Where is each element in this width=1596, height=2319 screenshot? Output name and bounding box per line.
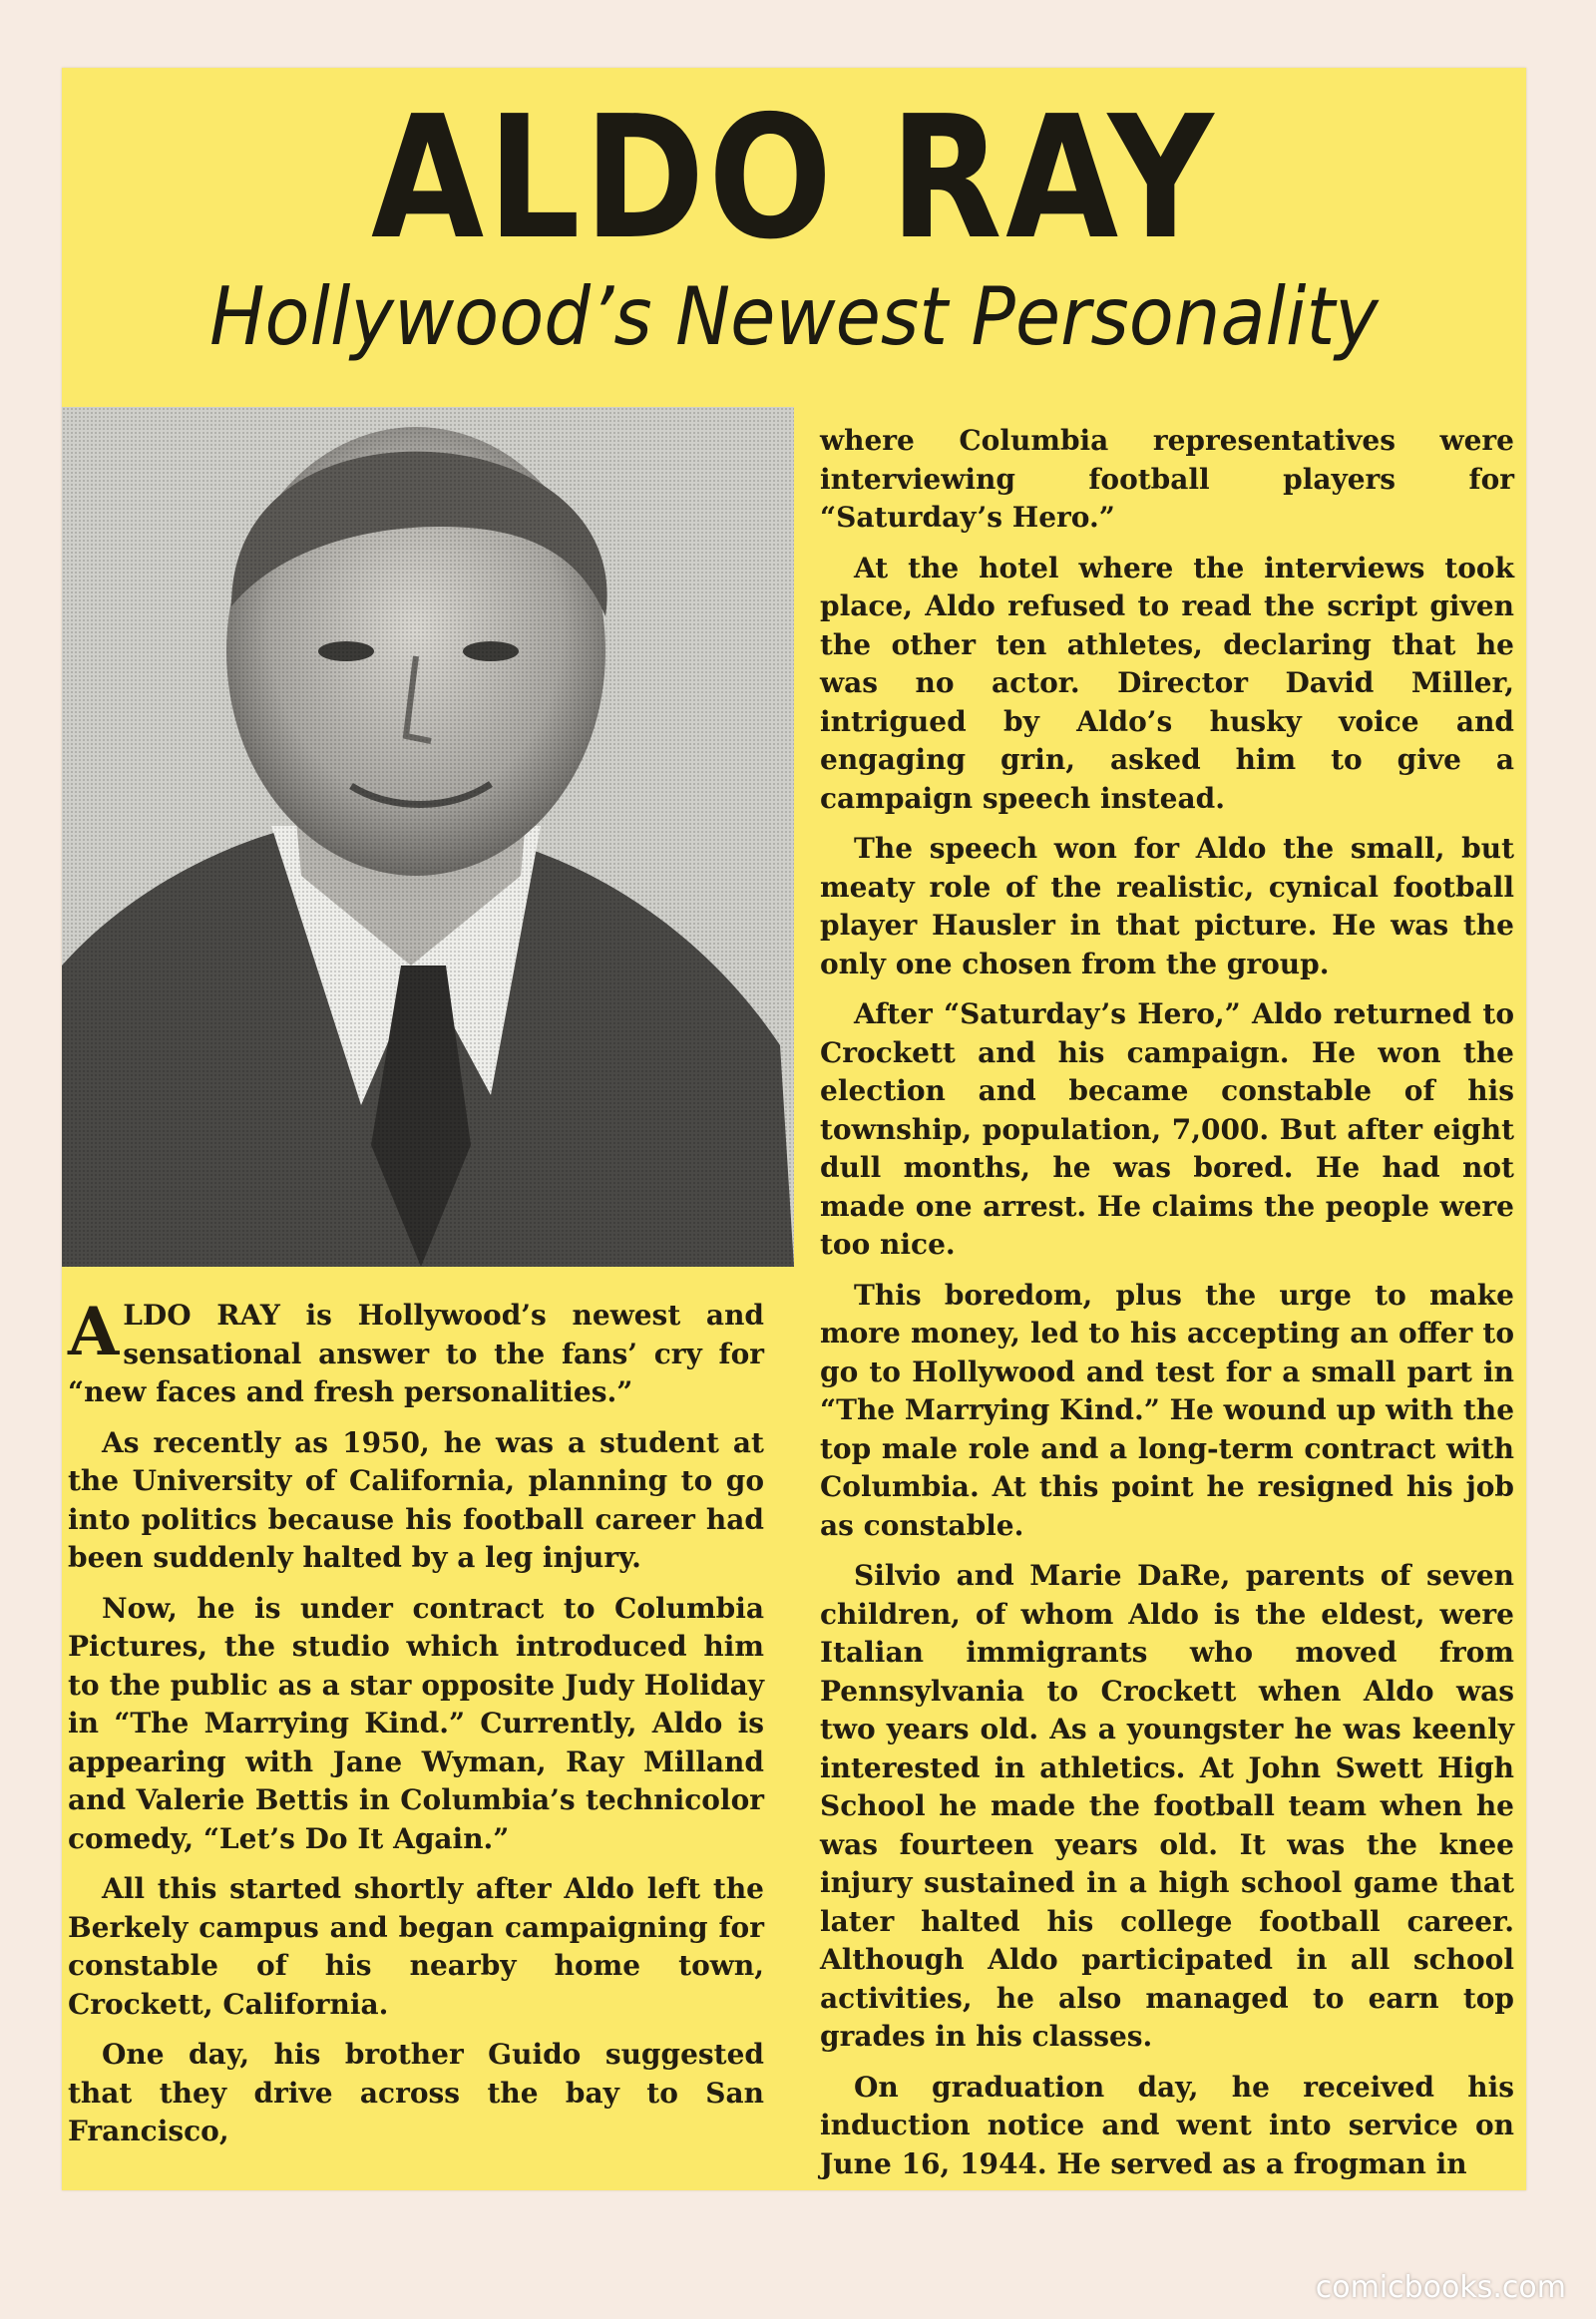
article-title: ALDO RAY [371,80,1217,277]
article-paragraph: ALDO RAY is Hollywood’s newest and sensational answer to the fans’ cry for “new faces and fresh personalities.” [68,1293,764,1408]
site-watermark: comicbooks.com [1315,2270,1566,2305]
article-paragraph: where Columbia representatives were interviewing football players for “Saturday’s Hero.” [820,424,1514,534]
article-paragraph: Now, he is under contract to Columbia Pictures, the studio which introduced him to the public as a star opposite Judy Holiday in “The Marrying Kind.” Currently, Aldo is appearing with Jane Wyman, Ray Milland and Valerie Bettis in Columbia’s technicolor comedy, “Let’s Do It Again.” [68,1591,764,1855]
article-panel [62,68,1526,2190]
portrait-illustration [62,407,794,1267]
drop-cap: A [68,1293,120,1370]
article-right-column [820,422,1514,2195]
article-paragraph: One day, his brother Guido suggested that they drive across the bay to San Francisco, [68,2038,764,2147]
article-paragraph: At the hotel where the interviews took place, Aldo refused to read the script given the other ten athletes, declaring that he was no actor. Director David Miller, intrigued by Aldo’s husky voice and engaging grin, asked him to give a campaign speech instead. [820,551,1514,815]
article-paragraph: This boredom, plus the urge to make more money, led to his accepting an offer to go to Hollywood and test for a small part in “The Marrying Kind.” He wound up with the top male role and a long-term contract with Columbia. At this point he resigned his job as constable. [820,1278,1515,1542]
article-left-column [68,1293,764,2163]
portrait-photo [62,407,794,1267]
article-paragraph: As recently as 1950, he was a student at the University of California, planning to go into politics because his football career had been suddenly halted by a leg injury. [68,1425,764,1574]
article-paragraph: Silvio and Marie DaRe, parents of seven children, of whom Aldo is the eldest, were Italian immigrants who moved from Pennsylvania to Crockett when Aldo was two years old. As a youngster he was keenly interested in athletics. At John Swett High School he made the football team when he was fourteen years old. It was the knee injury sustained in a high school game that later halted his college football career. Although Aldo participated in all school activities, he also managed to earn top grades in his classes. [820,1559,1514,2053]
article-subtitle: Hollywood’s Newest Personality [209,270,1379,363]
article-paragraph: The speech won for Aldo the small, but meaty role of the realistic, cynical football player Hausler in that picture. He was the only one chosen from the group. [820,832,1514,980]
article-paragraph: On graduation day, he received his induction notice and went into service on June 16, 1944. He served as a frogman in [820,2070,1514,2180]
article-paragraph: All this started shortly after Aldo left the Berkely campus and began campaigning for constable of his nearby home town, Crockett, California. [68,1872,764,2021]
article-paragraph: After “Saturday’s Hero,” Aldo returned to Crockett and his campaign. He won the election and became constable of his township, population, 7,000. But after eight dull months, he was bored. He had not made one arrest. He claims the people were too nice. [820,997,1514,1261]
